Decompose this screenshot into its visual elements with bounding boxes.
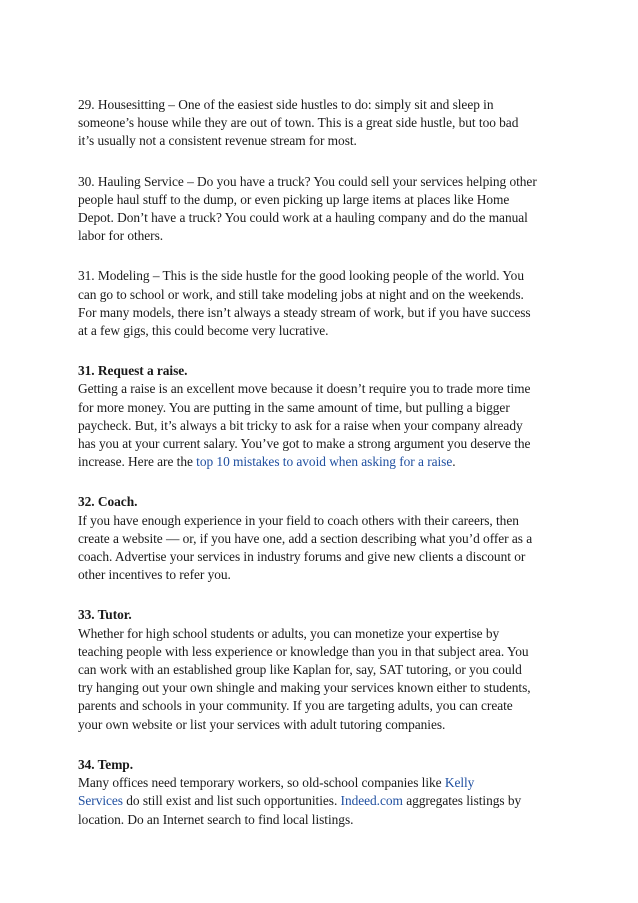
text-run: increase. Here are the [78,454,197,470]
paragraph-line: 29. Housesitting – One of the easiest side hustles to do: simply sit and sleep in [78,97,494,112]
section-heading: 32. Coach. [78,494,138,510]
paragraph-line: for more money. You are putting in the same amount of time, but pulling a bigger [78,399,510,415]
paragraph-line: it’s usually not a consistent revenue stream for most. [78,133,357,149]
paragraph-line: other incentives to refer you. [78,567,231,583]
paragraph-line: has you at your current salary. You’ve got to make a strong argument you deserve the [78,436,531,452]
paragraph-line: your own website or list your services with adult tutoring companies. [78,716,446,732]
item-request-raise [78,362,568,471]
paragraph-line: coach. Advertise your services in industry forums and give new clients a discount or [78,549,526,565]
paragraph-line: For many models, there isn’t always a steady stream of work, but if you have success [78,304,531,320]
paragraph-line: Getting a raise is an excellent move because it doesn’t require you to trade more time [78,381,531,397]
paragraph-line-with-link [78,792,568,810]
paragraph-line: labor for others. [78,228,164,244]
indeed-link[interactable]: Indeed.com [340,793,403,809]
text-run: do still exist and list such opportunities. [122,793,341,809]
item-modeling [78,267,568,340]
item-housesitting [78,96,568,151]
section-heading: 34. Temp. [78,756,133,772]
paragraph-line: someone’s house while they are out of town. This is a great side hustle, but too bad [78,115,519,131]
paragraph-line: If you have enough experience in your field to coach others with their careers, then [78,512,519,528]
paragraph-line: create a website — or, if you have one, add a section describing what you’d offer as a [78,530,533,546]
text-run: aggregates listings by [402,793,522,809]
item-hauling-service [78,173,568,246]
text-run: Many offices need temporary workers, so old-school companies like [78,775,445,791]
text-run: . [452,454,456,470]
paragraph-line: people haul stuff to the dump, or even picking up large items at places like Home [78,191,510,207]
paragraph-line: at a few gigs, this could become very lucrative. [78,323,329,339]
paragraph-line: Whether for high school students or adults, you can monetize your expertise by [78,625,500,641]
paragraph-line: try hanging out your own shingle and making your services known either to students, [78,680,531,696]
paragraph-line: 30. Hauling Service – Do you have a truck? You could sell your services helping other [78,173,537,189]
item-coach [78,493,568,584]
document-page [78,96,568,851]
item-tutor [78,606,568,733]
paragraph-line: teaching people with less experience or knowledge than you in that subject area. You [78,643,529,659]
paragraph-line: location. Do an Internet search to find local listings. [78,811,354,827]
paragraph-line-with-link [78,774,568,792]
paragraph-line: can go to school or work, and still take modeling jobs at night and on the weekends. [78,286,524,302]
paragraph-line: can work with an established group like Kaplan for, say, SAT tutoring, or you could [78,662,522,678]
paragraph-line-with-link [78,453,568,471]
raise-mistakes-link[interactable]: top 10 mistakes to avoid when asking for a raise [196,454,453,470]
kelly-services-link-continued[interactable]: Services [78,793,123,809]
paragraph-line: parents and schools in your community. If you are targeting adults, you can create [78,698,513,714]
kelly-services-link[interactable]: Kelly [444,775,475,791]
item-temp [78,756,568,829]
paragraph-line: 31. Modeling – This is the side hustle for the good looking people of the world. You [78,268,524,284]
paragraph-line: paycheck. But, it’s always a bit tricky to ask for a raise when your company already [78,417,523,433]
paragraph-line: Depot. Don’t have a truck? You could work at a hauling company and do the manual [78,210,528,226]
section-heading: 31. Request a raise. [78,363,188,379]
section-heading: 33. Tutor. [78,607,132,623]
